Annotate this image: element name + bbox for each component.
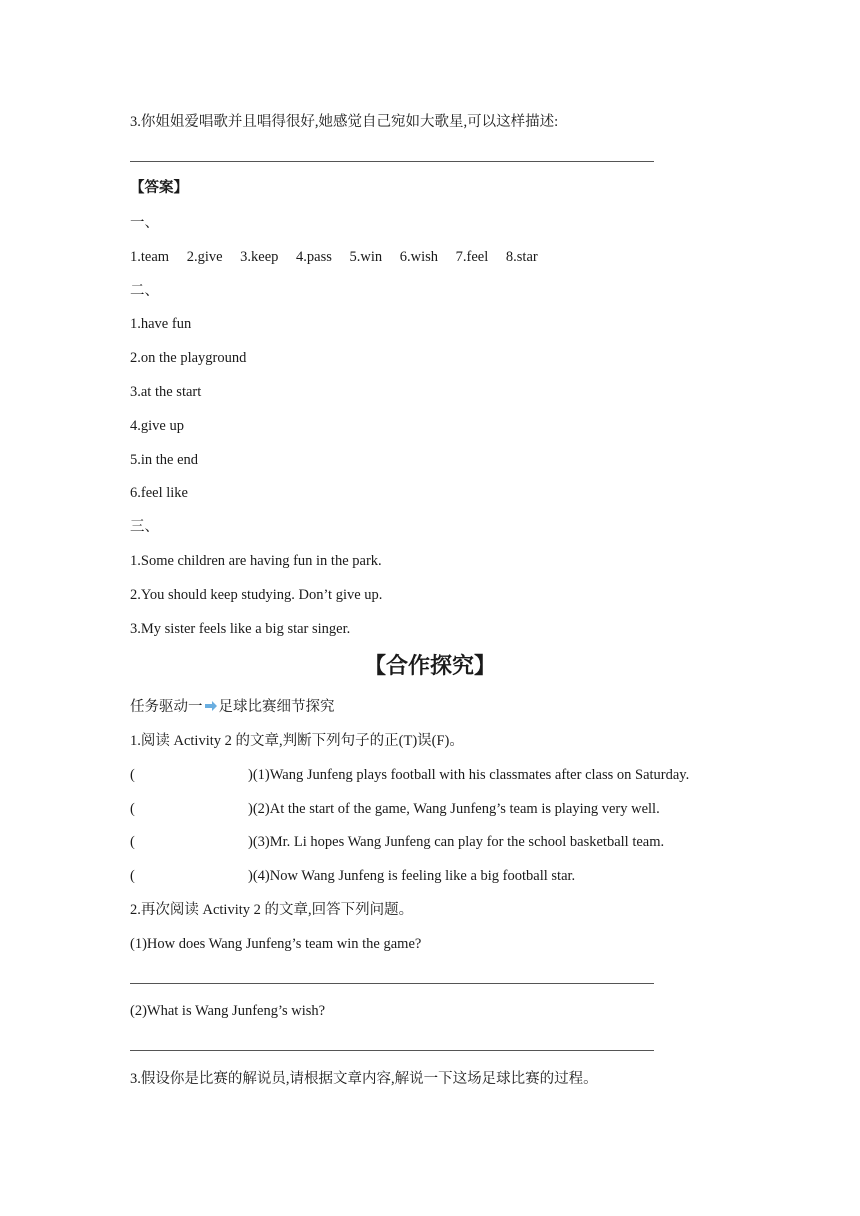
q1-instruction: 1.阅读 Activity 2 的文章,判断下列句子的正(T)误(F)。 [130, 733, 464, 749]
answer-item: 7.feel [455, 249, 489, 265]
answer-item: 6.wish [399, 249, 439, 265]
answer-item: 1.have fun [130, 316, 192, 332]
answer-item: 2.You should keep studying. Don’t give up. [130, 587, 383, 603]
answer-heading: 【答案】 [130, 180, 188, 196]
part2-label: 二、 [130, 283, 159, 299]
answer-item: 8.star [505, 249, 538, 265]
q2-sub-question: (1)How does Wang Junfeng’s team win the game? [130, 936, 422, 952]
tf-statement: )(4)Now Wang Junfeng is feeling like a big football star. [248, 868, 576, 884]
answer-item: 3.My sister feels like a big star singer. [130, 621, 351, 637]
q3-instruction: 3.假设你是比赛的解说员,请根据文章内容,解说一下这场足球比赛的过程。 [130, 1071, 598, 1087]
answer-blank-line[interactable] [130, 1050, 654, 1051]
answer-item: 4.pass [296, 249, 332, 265]
answer-item: 1.Some children are having fun in the park. [130, 553, 382, 569]
arrow-right-icon [204, 699, 218, 713]
answer-blank[interactable]: ( [130, 767, 135, 783]
answer-blank[interactable]: ( [130, 834, 135, 850]
answer-blank[interactable]: ( [130, 868, 135, 884]
task-suffix: 足球比赛细节探究 [218, 699, 335, 715]
part1-answers [130, 247, 538, 267]
q2-instruction: 2.再次阅读 Activity 2 的文章,回答下列问题。 [130, 902, 414, 918]
part3-label: 三、 [130, 519, 159, 535]
tf-statement: )(3)Mr. Li hopes Wang Junfeng can play for the school basketball team. [248, 834, 665, 850]
answer-blank-line[interactable] [130, 983, 654, 984]
answer-item: 5.win [349, 249, 383, 265]
answer-item: 3.at the start [130, 384, 202, 400]
section-title-cooperation: 【合作探究】 [363, 654, 496, 679]
answer-item: 2.on the playground [130, 350, 247, 366]
part1-label: 一、 [130, 215, 159, 231]
top-question: 3.你姐姐爱唱歌并且唱得很好,她感觉自己宛如大歌星,可以这样描述: [130, 114, 559, 130]
tf-statement: )(1)Wang Junfeng plays football with his classmates after class on Saturday. [248, 767, 690, 783]
answer-item: 3.keep [240, 249, 279, 265]
task-heading [130, 697, 335, 717]
q2-sub-question: (2)What is Wang Junfeng’s wish? [130, 1003, 326, 1019]
answer-item: 1.team [130, 249, 170, 265]
task-prefix: 任务驱动一 [130, 699, 203, 715]
answer-item: 6.feel like [130, 485, 188, 501]
answer-blank[interactable]: ( [130, 801, 135, 817]
answer-item: 5.in the end [130, 452, 199, 468]
tf-statement: )(2)At the start of the game, Wang Junfeng’s team is playing very well. [248, 801, 660, 817]
answer-blank-line [130, 161, 654, 162]
answer-item: 2.give [186, 249, 223, 265]
answer-item: 4.give up [130, 418, 184, 434]
